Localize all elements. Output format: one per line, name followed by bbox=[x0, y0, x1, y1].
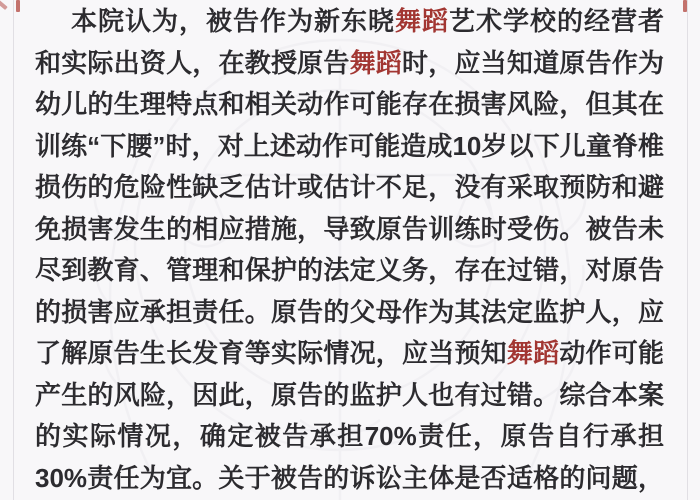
text-segment: 的实际情况，确定被告承担70%责任，原告自行承担 bbox=[35, 421, 664, 452]
text-line bbox=[35, 375, 664, 417]
text-line bbox=[35, 167, 664, 209]
text-segment: 损伤的危险性缺乏估计或估计不足，没有采取预防和避 bbox=[35, 172, 664, 203]
text-line bbox=[35, 333, 664, 375]
text-segment: 尽到教育、管理和保护的法定义务，存在过错，对原告 bbox=[35, 255, 664, 286]
text-segment: 动作可能 bbox=[559, 338, 664, 369]
text-line bbox=[35, 43, 664, 85]
highlighted-term: 舞蹈 bbox=[349, 47, 403, 78]
text-segment: 和实际出资人，在教授原告 bbox=[35, 47, 350, 78]
text-segment: 训练“下腰”时，对上述动作可能造成10岁以下儿童脊椎 bbox=[35, 130, 664, 161]
text-line bbox=[35, 1, 664, 43]
crop-artifact-corner bbox=[0, 0, 8, 10]
text-segment: 产生的风险，因此，原告的监护人也有过错。综合本案 bbox=[35, 379, 664, 410]
text-segment: 幼儿的生理特点和相关动作可能存在损害风险，但其在 bbox=[35, 89, 664, 120]
judgment-text-block bbox=[35, 1, 664, 500]
text-segment: 免损害发生的相应措施，导致原告训练时受伤。被告未 bbox=[35, 213, 664, 244]
left-edge-rule bbox=[13, 0, 14, 500]
highlighted-term: 舞蹈 bbox=[506, 338, 560, 369]
text-line bbox=[35, 84, 664, 126]
crop-artifact-left-top bbox=[16, 0, 20, 12]
text-segment: 的损害应承担责任。原告的父母作为其法定监护人，应 bbox=[35, 296, 664, 327]
text-line bbox=[35, 250, 664, 292]
text-line bbox=[35, 416, 664, 458]
text-segment: 艺术学校的经营者 bbox=[448, 6, 664, 36]
text-line bbox=[35, 126, 664, 168]
right-edge-rule bbox=[687, 0, 688, 500]
text-segment: 本院认为，被告作为新东晓 bbox=[71, 6, 395, 36]
text-line bbox=[35, 209, 664, 251]
text-segment: 了解原告生长发育等实际情况，应当预知 bbox=[35, 338, 507, 369]
crop-artifact-right-top bbox=[683, 0, 687, 12]
highlighted-term: 舞蹈 bbox=[394, 6, 449, 36]
text-line bbox=[35, 292, 664, 334]
text-line bbox=[35, 458, 664, 500]
text-segment: 时，应当知道原告作为 bbox=[402, 47, 664, 78]
text-segment: 30%责任为宜。关于被告的诉讼主体是否适格的问题， bbox=[35, 463, 664, 494]
